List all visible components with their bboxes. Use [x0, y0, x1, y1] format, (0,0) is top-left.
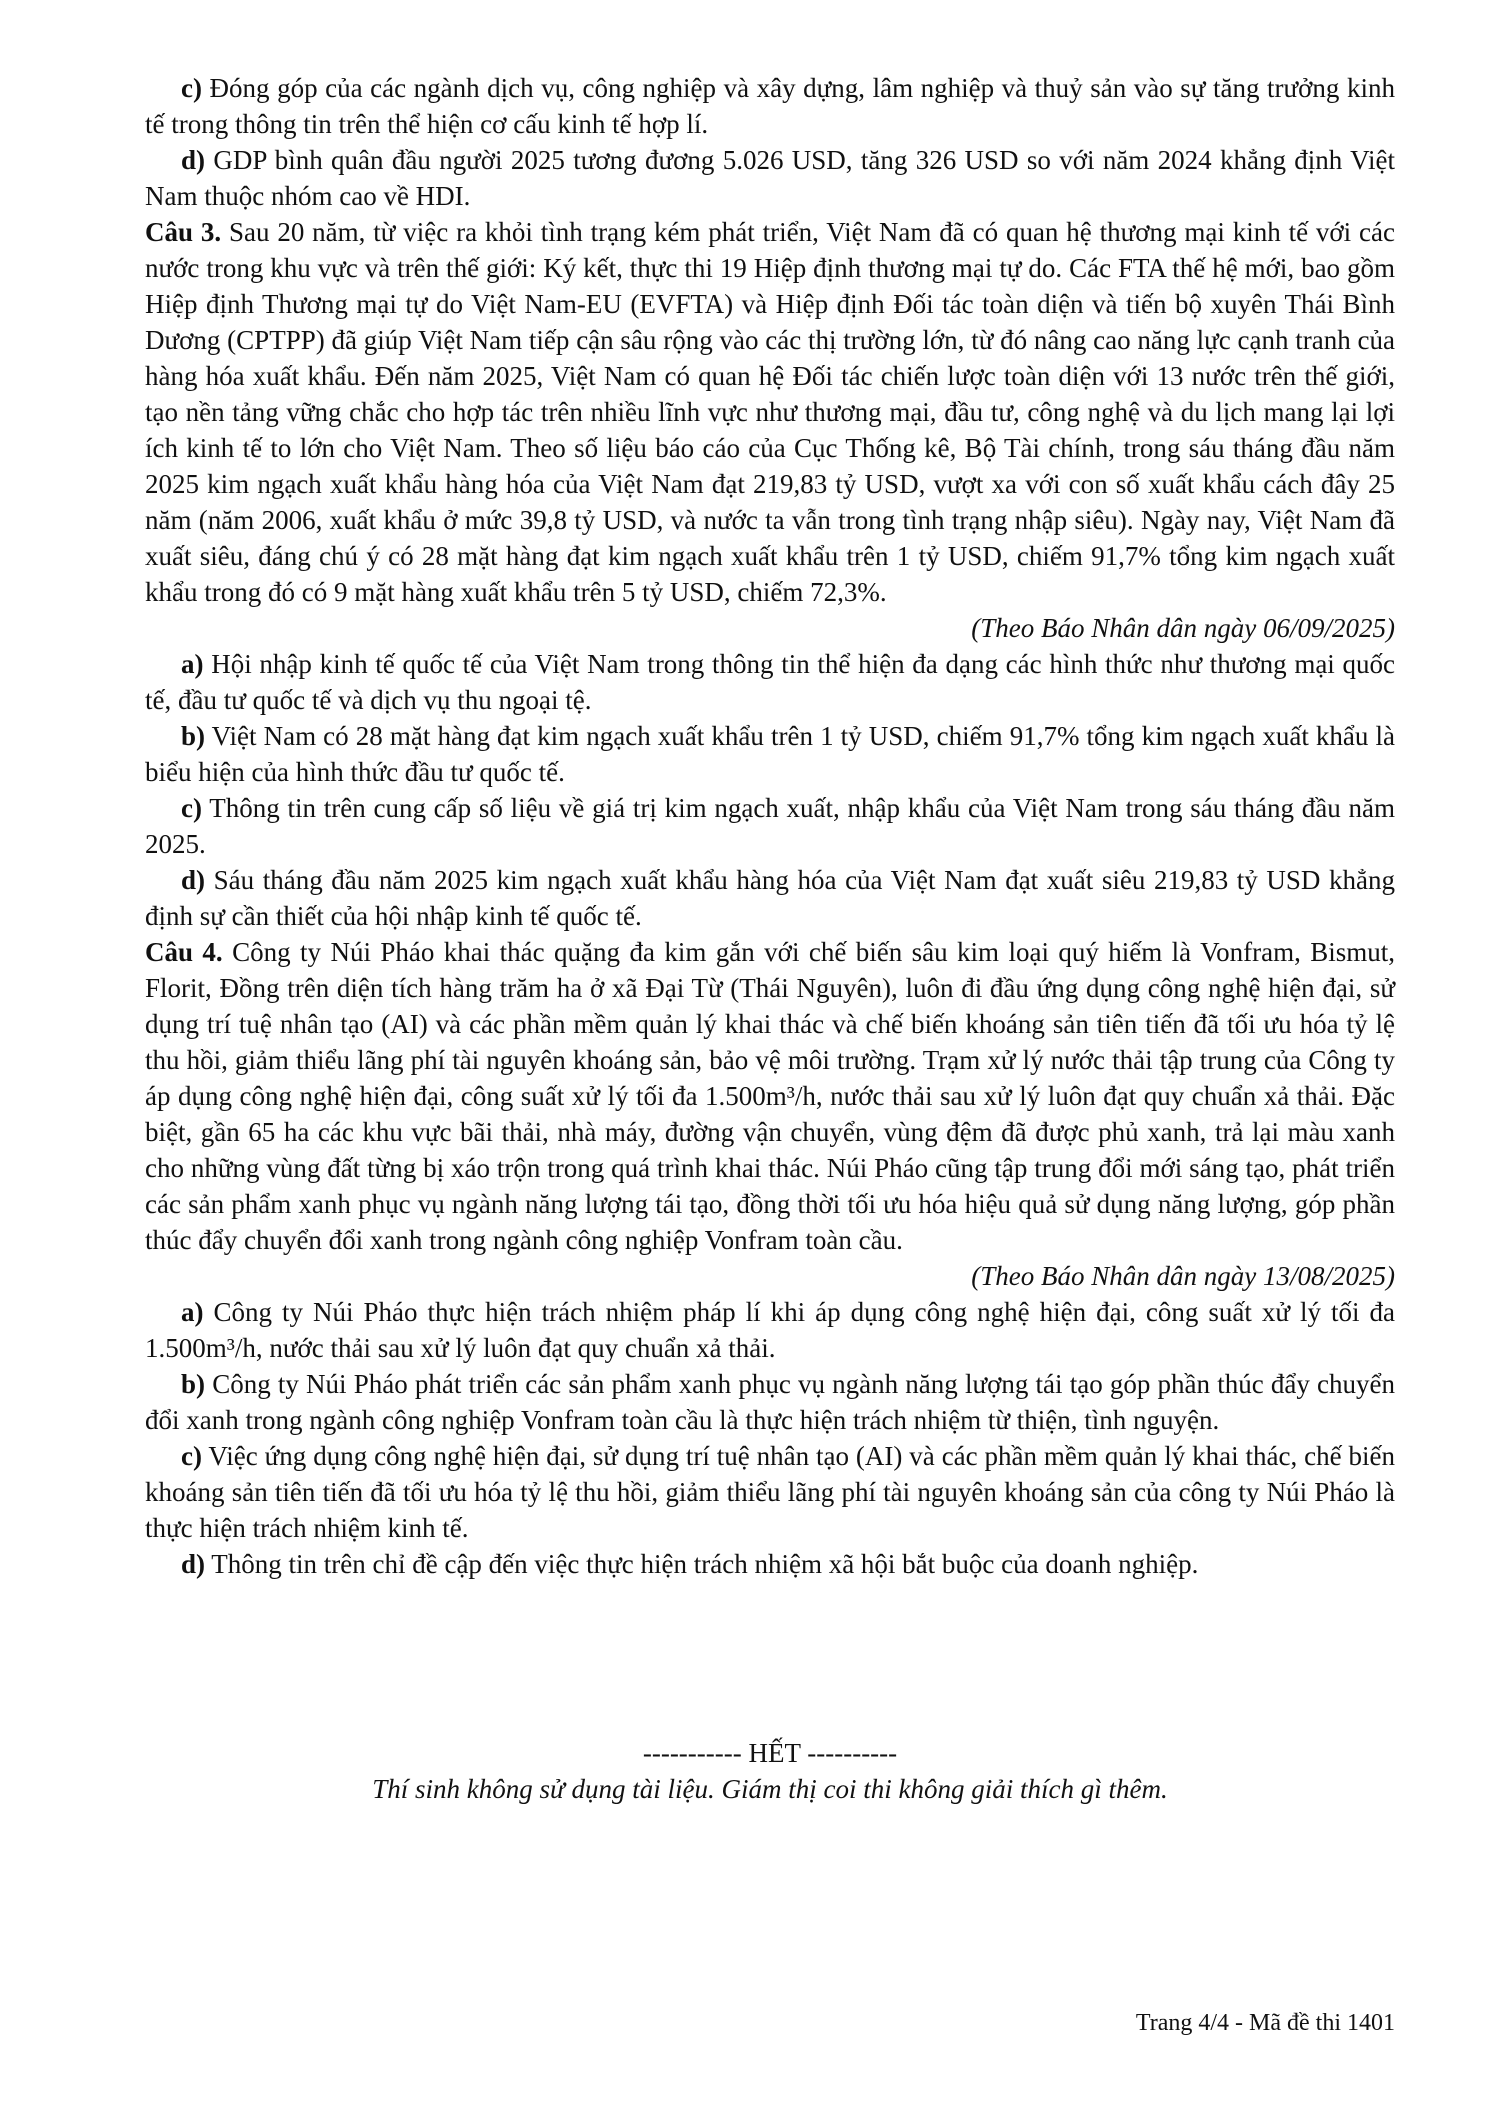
option-label: d) — [181, 1549, 206, 1579]
option-label: c) — [181, 1441, 202, 1471]
q3-option-b — [145, 718, 1395, 790]
option-text: Đóng góp của các ngành dịch vụ, công nghiệp và xây dựng, lâm nghiệp và thuỷ sản vào sự tăng trưởng kinh tế trong thông tin trên thể hiện cơ cấu kinh tế hợp lí. — [145, 73, 1395, 139]
option-label: b) — [181, 721, 206, 751]
option-label: c) — [181, 73, 202, 103]
question-text: Công ty Núi Pháo khai thác quặng đa kim gắn với chế biến sâu kim loại quý hiếm là Vonfram, Bismut, Florit, Đồng trên diện tích hàng trăm ha ở xã Đại Từ (Thái Nguyên), luôn đi đầu ứng dụng công nghệ hiện đại, sử dụng trí tuệ nhân tạo (AI) và các phần mềm quản lý khai thác và chế biến khoáng sản tiên tiến đã tối ưu hóa tỷ lệ thu hồi, giảm thiểu lãng phí tài nguyên khoáng sản, bảo vệ môi trường. Trạm xử lý nước thải tập trung của Công ty áp dụng công nghệ hiện đại, công suất xử lý tối đa 1.500m³/h, nước thải sau xử lý luôn đạt quy chuẩn xả thải. Đặc biệt, gần 65 ha các khu vực bãi thải, nhà máy, đường vận chuyển, vùng đệm đã được phủ xanh, trả lại màu xanh cho những vùng đất từng bị xáo trộn trong quá trình khai thác. Núi Pháo cũng tập trung đổi mới sáng tạo, phát triển các sản phẩm xanh phục vụ ngành năng lượng tái tạo, đồng thời tối ưu hóa hiệu quả sử dụng năng lượng, góp phần thúc đẩy chuyển đổi xanh trong ngành công nghiệp Vonfram toàn cầu. — [145, 937, 1396, 1255]
option-text: Việt Nam có 28 mặt hàng đạt kim ngạch xuất khẩu trên 1 tỷ USD, chiếm 91,7% tổng kim ngạch xuất khẩu là biểu hiện của hình thức đầu tư quốc tế. — [145, 721, 1395, 787]
option-label: a) — [181, 649, 204, 679]
q3-option-a — [145, 646, 1395, 718]
option-text: GDP bình quân đầu người 2025 tương đương 5.026 USD, tăng 326 USD so với năm 2024 khẳng định Việt Nam thuộc nhóm cao về HDI. — [145, 145, 1395, 211]
exam-content — [145, 70, 1395, 1582]
q4-option-d — [145, 1546, 1395, 1582]
option-label: d) — [181, 145, 206, 175]
q2-option-c — [145, 70, 1395, 142]
page-footer: Trang 4/4 - Mã đề thi 1401 — [1135, 2010, 1395, 2036]
question-3-source: (Theo Báo Nhân dân ngày 06/09/2025) — [971, 613, 1395, 643]
end-of-exam — [145, 1735, 1395, 1807]
option-label: d) — [181, 865, 206, 895]
option-text: Công ty Núi Pháo thực hiện trách nhiệm pháp lí khi áp dụng công nghệ hiện đại, công suất xử lý tối đa 1.500m³/h, nước thải sau xử lý luôn đạt quy chuẩn xả thải. — [145, 1297, 1395, 1363]
option-text: Thông tin trên chỉ đề cập đến việc thực hiện trách nhiệm xã hội bắt buộc của doanh nghiệp. — [205, 1549, 1199, 1579]
option-text: Thông tin trên cung cấp số liệu về giá trị kim ngạch xuất, nhập khẩu của Việt Nam trong sáu tháng đầu năm 2025. — [145, 793, 1395, 859]
q2-option-d — [145, 142, 1395, 214]
exam-note: Thí sinh không sử dụng tài liệu. Giám thị coi thi không giải thích gì thêm. — [372, 1774, 1168, 1804]
option-label: a) — [181, 1297, 204, 1327]
end-marker: ----------- HẾT ---------- — [642, 1738, 898, 1768]
option-label: c) — [181, 793, 202, 823]
question-4-source: (Theo Báo Nhân dân ngày 13/08/2025) — [971, 1261, 1395, 1291]
question-4-stem — [145, 934, 1395, 1258]
q3-option-c — [145, 790, 1395, 862]
question-label: Câu 3. — [145, 217, 222, 247]
option-text: Hội nhập kinh tế quốc tế của Việt Nam trong thông tin thể hiện đa dạng các hình thức như thương mại quốc tế, đầu tư quốc tế và dịch vụ thu ngoại tệ. — [145, 649, 1395, 715]
question-text: Sau 20 năm, từ việc ra khỏi tình trạng kém phát triển, Việt Nam đã có quan hệ thương mại kinh tế với các nước trong khu vực và trên thế giới: Ký kết, thực thi 19 Hiệp định thương mại tự do. Các FTA thế hệ mới, bao gồm Hiệp định Thương mại tự do Việt Nam-EU (EVFTA) và Hiệp định Đối tác toàn diện và tiến bộ xuyên Thái Bình Dương (CPTPP) đã giúp Việt Nam tiếp cận sâu rộng vào các thị trường lớn, từ đó nâng cao năng lực cạnh tranh của hàng hóa xuất khẩu. Đến năm 2025, Việt Nam có quan hệ Đối tác chiến lược toàn diện với 13 nước trên thế giới, tạo nền tảng vững chắc cho hợp tác trên nhiều lĩnh vực như thương mại, đầu tư, công nghệ và du lịch mang lại lợi ích kinh tế to lớn cho Việt Nam. Theo số liệu báo cáo của Cục Thống kê, Bộ Tài chính, trong sáu tháng đầu năm 2025 kim ngạch xuất khẩu hàng hóa của Việt Nam đạt 219,83 tỷ USD, vượt xa với con số xuất khẩu cách đây 25 năm (năm 2006, xuất khẩu ở mức 39,8 tỷ USD, và nước ta vẫn trong tình trạng nhập siêu). Ngày nay, Việt Nam đã xuất siêu, đáng chú ý có 28 mặt hàng đạt kim ngạch xuất khẩu trên 1 tỷ USD, chiếm 91,7% tổng kim ngạch xuất khẩu trong đó có 9 mặt hàng xuất khẩu trên 5 tỷ USD, chiếm 72,3%. — [145, 217, 1395, 607]
question-label: Câu 4. — [145, 937, 223, 967]
option-label: b) — [181, 1369, 206, 1399]
q4-option-b — [145, 1366, 1395, 1438]
option-text: Công ty Núi Pháo phát triển các sản phẩm xanh phục vụ ngành năng lượng tái tạo góp phần thúc đẩy chuyển đổi xanh trong ngành công nghiệp Vonfram toàn cầu là thực hiện trách nhiệm từ thiện, tình nguyện. — [145, 1369, 1395, 1435]
q4-option-c — [145, 1438, 1395, 1546]
option-text: Việc ứng dụng công nghệ hiện đại, sử dụng trí tuệ nhân tạo (AI) và các phần mềm quản lý khai thác, chế biến khoáng sản tiên tiến đã tối ưu hóa tỷ lệ thu hồi, giảm thiểu lãng phí tài nguyên khoáng sản của công ty Núi Pháo là thực hiện trách nhiệm kinh tế. — [145, 1441, 1395, 1543]
q3-option-d — [145, 862, 1395, 934]
option-text: Sáu tháng đầu năm 2025 kim ngạch xuất khẩu hàng hóa của Việt Nam đạt xuất siêu 219,83 tỷ USD khẳng định sự cần thiết của hội nhập kinh tế quốc tế. — [145, 865, 1395, 931]
question-3-stem — [145, 214, 1395, 610]
q4-option-a — [145, 1294, 1395, 1366]
